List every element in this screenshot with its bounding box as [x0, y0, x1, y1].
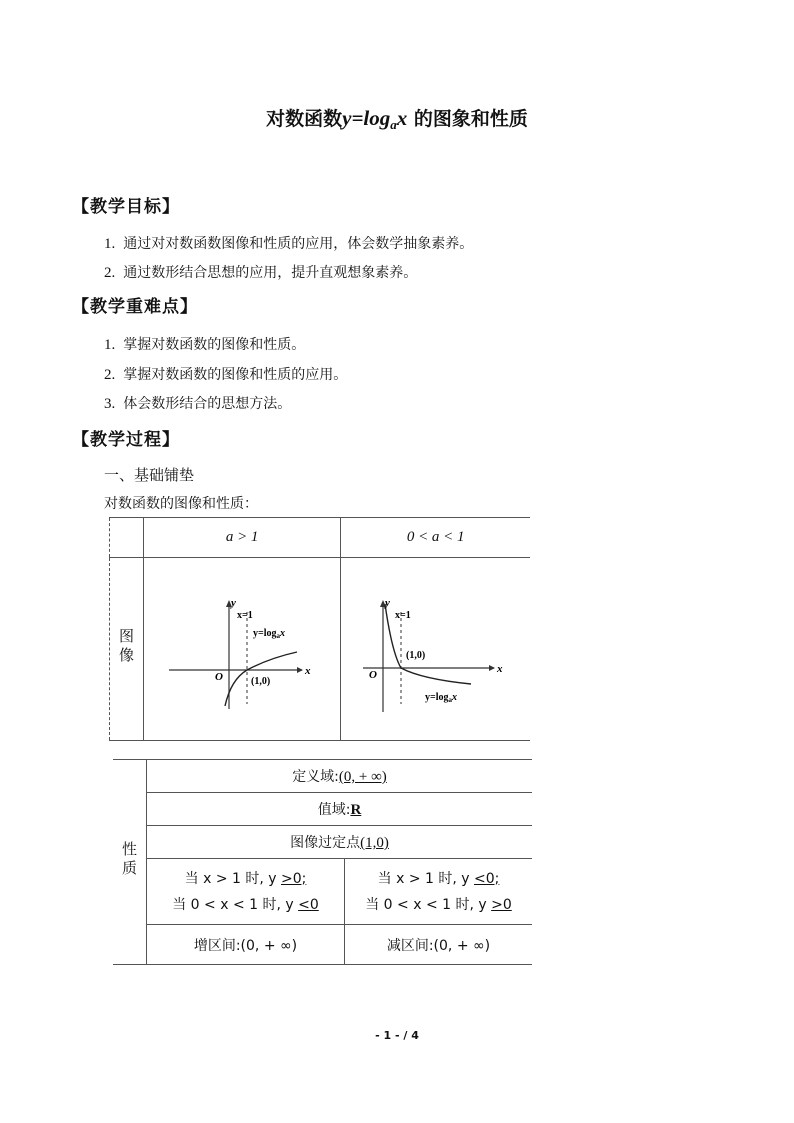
svg-text:x=1: x=1 — [237, 610, 253, 621]
svg-text:x: x — [305, 665, 311, 677]
svg-text:x=1: x=1 — [394, 610, 411, 621]
subheading: 一、基础铺垫 — [104, 466, 195, 484]
domain-cell: 定义域:(0, + ∞) — [147, 760, 533, 793]
increasing-interval-cell: 增区间:(0, + ∞) — [147, 925, 345, 965]
page-title: 对数函数$y=\log_ax$ 的图象和性质 — [266, 106, 528, 132]
list-item: 2. 掌握对数函数的图像和性质的应用。 — [104, 367, 348, 383]
graph-table — [109, 517, 530, 741]
table-corner-cell — [110, 518, 144, 558]
sign-cell-decreasing: 当 x > 1 时, y <0; 当 0 < x < 1 时, y >0 — [345, 859, 533, 925]
graph-cell-decreasing — [341, 558, 530, 741]
page-number: - 1 - / 4 — [375, 1029, 419, 1042]
sign-cell-increasing: 当 x > 1 时, y >0; 当 0 < x < 1 时, y <0 — [147, 859, 345, 925]
properties-table — [113, 759, 532, 965]
svg-text:y: y — [231, 597, 237, 609]
row-label-image: 图像 — [110, 558, 144, 741]
column-header-a-lt-1: 0 < a < 1 — [341, 518, 530, 558]
list-item: 1. 掌握对数函数的图像和性质。 — [104, 337, 306, 353]
intro-text: 对数函数的图像和性质： — [104, 496, 258, 512]
list-item: 3. 体会数形结合的思想方法。 — [104, 396, 292, 412]
fixed-point-cell: 图像过定点(1,0) — [147, 826, 533, 859]
list-item: 1. 通过对对数函数图像和性质的应用，体会数学抽象素养。 — [104, 236, 474, 252]
row-label-properties: 性质 — [113, 760, 147, 965]
svg-text:O: O — [215, 671, 224, 683]
increasing-log-graph — [167, 584, 317, 714]
list-item: 2. 通过数形结合思想的应用，提升直观想象素养。 — [104, 265, 418, 281]
decreasing-interval-cell: 减区间:(0, + ∞) — [345, 925, 533, 965]
range-cell: 值域:R — [147, 793, 533, 826]
svg-text:x: x — [496, 663, 503, 675]
column-header-a-gt-1: a > 1 — [143, 518, 341, 558]
svg-text:(1,0): (1,0) — [405, 650, 425, 661]
svg-text:y=logax: $y=\log_ax$ — [253, 628, 286, 640]
section-heading-goals: 【教学目标】 — [72, 197, 180, 217]
svg-text:(1,0): (1,0) — [251, 676, 271, 687]
svg-text:O: O — [368, 669, 377, 681]
decreasing-log-graph — [361, 584, 511, 714]
section-heading-key-points: 【教学重难点】 — [72, 297, 198, 317]
graph-cell-increasing — [143, 558, 341, 741]
section-heading-process: 【教学过程】 — [72, 430, 180, 450]
svg-text:y: y — [384, 597, 390, 609]
svg-text:y=logax: $y=\log_ax$ — [424, 692, 457, 704]
